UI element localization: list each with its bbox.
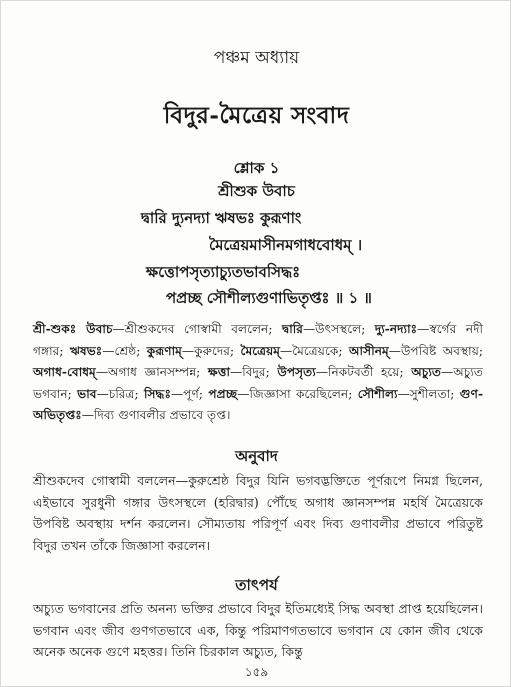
sloka-line-4: পপ্রচ্ছ সৌশীল্যগুণাভিতৃপ্তঃ ॥ ১ ॥ — [166, 289, 372, 307]
synonym-word: পপ্রচ্ছ — [208, 386, 238, 401]
translation-text: শ্রীশুকদেব গোস্বামী বললেন—কুরুশ্রেষ্ঠ বিদুর যিনি ভগবদ্ভক্তিতে পূর্ণরূপে নিমগ্ন ছিলেন, এইভাবে সুরধুনী গঙ্গার উৎসস্থলে (হরিদ্বার) পৌঁছে অগাধ জ্ঞানসম্পন্ন মহর্ষি মৈত্রেয়কে উপবিষ্ট অবস্থায় দর্শন করলেন। সৌম্যতায় পরিপূর্ণ এবং দিব্য গুণাবলীর প্রভাবে পরিতুষ্ট বিদুর তখন তাঁকে জিজ্ঞাসা করলেন। — [33, 473, 483, 553]
synonym-meaning: শ্রীশুকদেব গোস্বামী বললেন — [124, 322, 269, 336]
synonym-word: আসীনম্ — [348, 343, 389, 358]
sloka-line-2: মৈত্রেয়মাসীনমগাধবোধম্ । — [209, 236, 363, 254]
synonym-word: ভাব — [77, 386, 97, 401]
synonym-word: ঋষভঃ — [69, 343, 103, 358]
verse-speaker: শ্রীশুক উবাচ — [218, 182, 295, 200]
synonym-meaning: স্বর্গের নদী গঙ্গার — [33, 322, 484, 358]
translation-heading: অনুবাদ — [235, 447, 278, 465]
synonym-word: দ্বারি — [281, 322, 303, 336]
synonym-meaning: শ্রেষ্ঠ — [114, 343, 137, 358]
synonym-meaning: উপবিষ্ট অবস্থায় — [400, 343, 479, 358]
synonym-word: উপসৃত্য — [277, 365, 316, 379]
synonym-meaning: সুশীলতা — [409, 386, 451, 401]
synonym-meaning: মৈত্রেয়কে — [292, 343, 339, 358]
page-number: ১৫৯ — [244, 665, 269, 679]
word-for-word-synonyms: শ্রী-শুকঃ উবাচ—শ্রীশুকদেব গোস্বামী বললেন; দ্বারি—উৎসস্থলে; দ্যু-নদ্যাঃ—স্বর্গের নদী গঙ্গার; ঋষভঃ—শ্রেষ্ঠ; কুরূণাম্—কুরুদের; মৈত্রেয়ম্—মৈত্রেয়কে; আসীনম্—উপবিষ্ট অবস্থায়; অগাধ-বোধম্—অগাধ জ্ঞানসম্পন্ন; ক্ষত্তা—বিদুর; উপসৃত্য—নিকটবর্তী হয়ে; অচ্যুত—অচ্যুত ভগবান; ভাব—চরিত্র; সিদ্ধঃ—পূর্ণ; পপ্রচ্ছ—জিজ্ঞাসা করেছিলেন; সৌশীল্য—সুশীলতা; গুণ-অভিতৃপ্তঃ—দিব্য গুণাবলীর প্রভাবে তৃপ্ত। — [33, 322, 484, 422]
synonym-word: অগাধ-বোধম্ — [33, 365, 96, 379]
synonym-meaning: নিকটবর্তী হয়ে — [328, 365, 400, 379]
purport-heading: তাৎপর্য — [235, 576, 278, 594]
synonym-meaning: উৎসস্থলে — [315, 322, 362, 336]
synonym-meaning: অচ্যুত ভগবান — [33, 365, 484, 401]
synonym-word: মৈত্রেয়ম্ — [240, 343, 281, 358]
synonym-word: অচ্যুত — [411, 365, 442, 379]
synonym-meaning: পূর্ণ — [183, 386, 199, 401]
synonym-meaning: বিদুর — [242, 365, 266, 379]
synonym-word: গুণ-অভিতৃপ্তঃ — [33, 386, 484, 422]
sloka-line-3: ক্ষত্তোপসৃত্যাচ্যুতভাবসিদ্ধঃ — [146, 263, 301, 281]
sloka-line-1: দ্বারি দ্যুনদ্যা ঋষভঃ কুরূণাং — [141, 209, 302, 227]
chapter-title: বিদুর-মৈত্রেয় সংবাদ — [163, 102, 350, 129]
synonym-word: সিদ্ধঃ — [144, 386, 171, 401]
chapter-heading: পঞ্চম অধ্যায় — [213, 48, 300, 68]
synonym-word: শ্রী-শুকঃ উবাচ — [33, 322, 113, 336]
synonym-meaning: জিজ্ঞাসা করেছিলেন — [249, 386, 349, 401]
synonym-word: দ্যু-নদ্যাঃ — [374, 322, 418, 336]
synonym-word: ক্ষত্তা — [207, 365, 231, 379]
synonym-meaning: কুরুদের — [194, 343, 230, 358]
synonym-meaning: দিব্য গুণাবলীর প্রভাবে তৃপ্ত। — [93, 408, 231, 422]
purport-text: অচ্যুত ভগবানের প্রতি অনন্য ভক্তির প্রভাবে বিদুর ইতিমধ্যেই সিদ্ধ অবস্থা প্রাপ্ত হয়েছিলেন। ভগবান এবং জীব গুণগতভাবে এক, কিন্তু পরিমাণগতভাবে ভগবান যে কোন জীব থেকে অনেক অনেক গুণে মহত্তর। তিনি চিরকাল অচ্যুত, কিন্তু — [33, 601, 483, 659]
synonym-word: সৌশীল্য — [357, 386, 398, 401]
synonym-word: কুরূণাম্ — [146, 343, 182, 358]
synonym-meaning: অগাধ জ্ঞানসম্পন্ন — [108, 365, 197, 379]
verse-number: শ্লোক ১ — [233, 159, 280, 177]
synonym-meaning: চরিত্র — [108, 386, 135, 401]
